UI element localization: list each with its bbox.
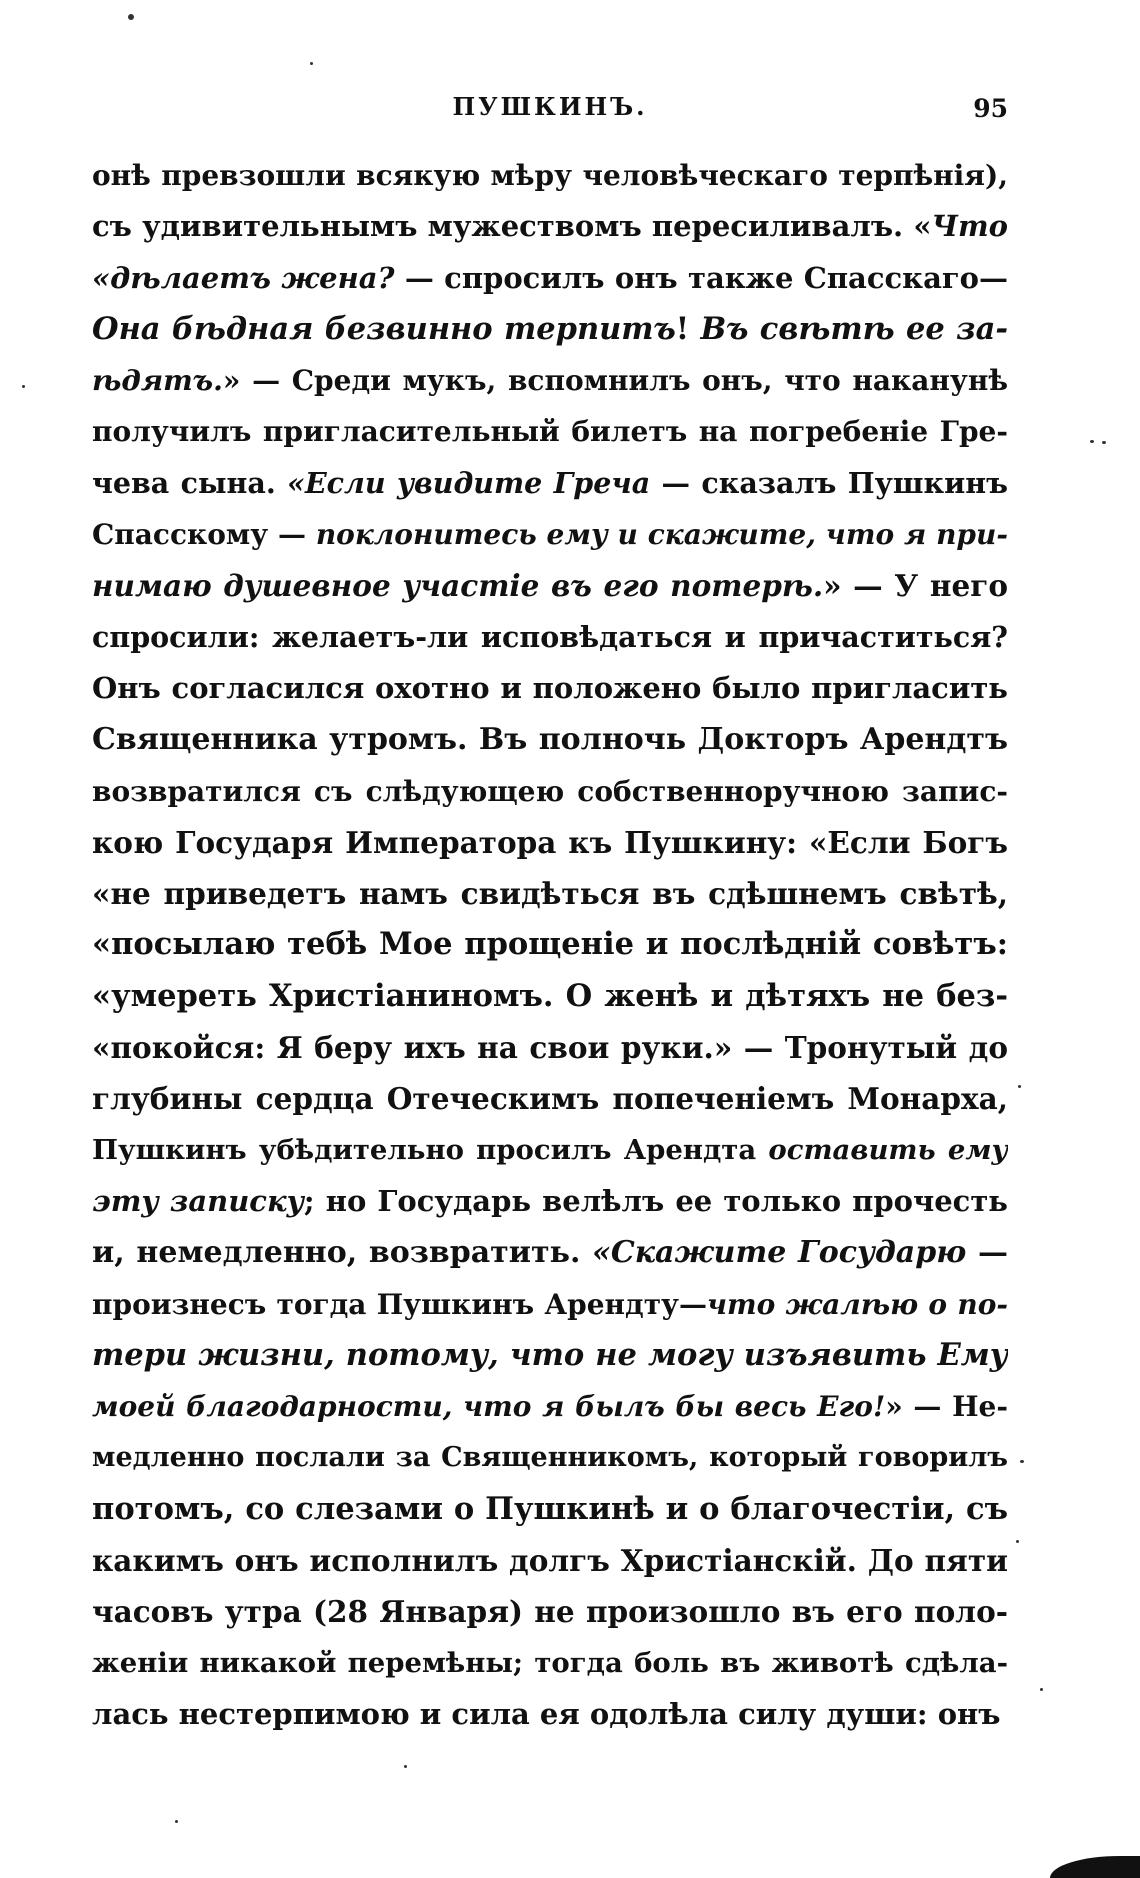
text-line [92,1330,1008,1381]
text-segment: ; но Государь велѣлъ ее только прочесть [303,1183,1008,1218]
text-segment: » — Среди мукъ, вспомнилъ онъ, что наканунѣ [222,364,1008,398]
italic-text-segment: моей благодарности, что я былъ бы весь Его! [92,1390,886,1424]
text-line [92,1638,1008,1689]
text-segment: онѣ превзошли всякую мѣру человѣческаго терпѣнія), [92,159,1008,192]
text-line [92,868,1008,919]
text-segment: возвратился съ слѣдующею собственноручною запис- [92,774,1008,808]
text-segment: — сказалъ Пушкинъ [650,465,1008,500]
text-segment: » — Не- [885,1390,1008,1424]
text-segment: — спросилъ онъ также Спасскаго— [394,260,1008,295]
text-line [92,1586,1008,1637]
text-segment: чева сына. [92,465,288,500]
text-line [92,919,1008,970]
text-line [92,406,1008,457]
text-segment: кою Государя Императора къ Пушкину: «Если Богъ [92,824,1008,860]
text-line [92,1689,1008,1740]
text-line [92,355,1008,406]
text-line [92,1432,1008,1483]
italic-text-segment: эту записку [92,1183,304,1218]
italic-text-segment: «Если увидите Греча [287,465,651,500]
text-line [92,1227,1008,1278]
text-line [92,1381,1008,1432]
italic-text-segment: Въ свѣтѣ ее за- [700,310,1008,347]
text-line [92,201,1008,252]
text-line [92,1022,1008,1073]
text-segment: — [966,1235,1008,1271]
text-line [92,1176,1008,1227]
text-segment: часовъ утра (28 Января) не произошло въ его поло- [92,1594,1008,1630]
text-segment: медленно послали за Священникомъ, который говорилъ [92,1442,1008,1474]
italic-text-segment: что жалѣю о по- [706,1287,1008,1321]
body-text [92,150,1008,1740]
text-segment: «умереть Христіаниномъ. О женѣ и дѣтяхъ не без- [92,977,1008,1014]
text-line [92,304,1008,355]
text-segment: Онъ согласился охотно и положено было пригласить [92,670,1008,705]
text-segment: «посылаю тебѣ Мое прощеніе и послѣдній совѣтъ: [92,926,1008,963]
italic-text-segment: нимаю душевное участіе въ его потерѣ. [92,568,824,604]
text-segment: глубины сердца Отеческимъ попеченіемъ Монарха, [92,1081,1008,1117]
text-segment: ! [675,310,701,347]
text-line [92,509,1008,560]
italic-text-segment: «дѣлаетъ жена? [92,260,395,295]
text-line [92,766,1008,817]
text-segment: потомъ, со слезами о Пушкинѣ и о благочестіи, съ [92,1490,1008,1527]
italic-text-segment: оставить ему [768,1133,1008,1166]
text-line [92,714,1008,765]
text-line [92,971,1008,1022]
text-line [92,1535,1008,1586]
text-segment: Пушкинъ убѣдительно просилъ Арендта [92,1133,769,1166]
text-line [92,253,1008,304]
text-segment: » — У него [823,568,1008,604]
text-segment: женіи никакой перемѣны; тогда боль въ животѣ сдѣла- [92,1646,1008,1679]
text-segment: произнесъ тогда Пушкинъ Арендту— [92,1287,707,1321]
text-segment: «покойся: Я беру ихъ на свои руки.» — Тронутый до [92,1030,1008,1066]
scan-smudge [1050,1856,1140,1878]
text-segment: получилъ пригласительный билетъ на погребеніе Гре- [92,415,1008,449]
text-line [92,1073,1008,1124]
running-head [92,92,1008,126]
text-line [92,1125,1008,1176]
italic-text-segment: «Скажите Государю [592,1235,967,1271]
italic-text-segment: тери жизни, потому, что не могу изъявить Ему [92,1336,1008,1373]
page-number: 95 [973,94,1008,123]
text-line [92,560,1008,611]
italic-text-segment: ѣдятъ. [92,364,223,398]
italic-text-segment: Она бѣдная безвинно терпитъ [92,310,676,347]
text-line [92,817,1008,868]
italic-text-segment: поклонитесь ему и скажите, что я при- [315,518,1008,552]
text-line [92,612,1008,663]
text-line [92,1484,1008,1535]
text-line [92,458,1008,509]
text-segment: «не приведетъ намъ свидѣться въ сдѣшнемъ свѣтѣ, [92,876,1008,912]
text-segment: Спасскому — [92,518,316,552]
text-segment: Священника утромъ. Въ полночь Докторъ Арендтъ [92,722,1008,758]
text-segment: спросили: желаетъ-ли исповѣдаться и причаститься? [92,619,1008,654]
running-title: ПУШКИНЪ. [452,92,648,121]
text-segment: лась нестерпимою и сила ея одолѣла силу души: онъ [92,1696,1001,1731]
text-line [92,663,1008,714]
text-line [92,150,1008,201]
italic-text-segment: Что [931,209,1008,244]
text-segment: и, немедленно, возвратить. [92,1235,593,1271]
text-segment: съ удивительнымъ мужествомъ пересиливалъ. « [92,209,932,244]
text-segment: какимъ онъ исполнилъ долгъ Христіанскій. До пяти [92,1543,1008,1579]
text-line [92,1279,1008,1330]
